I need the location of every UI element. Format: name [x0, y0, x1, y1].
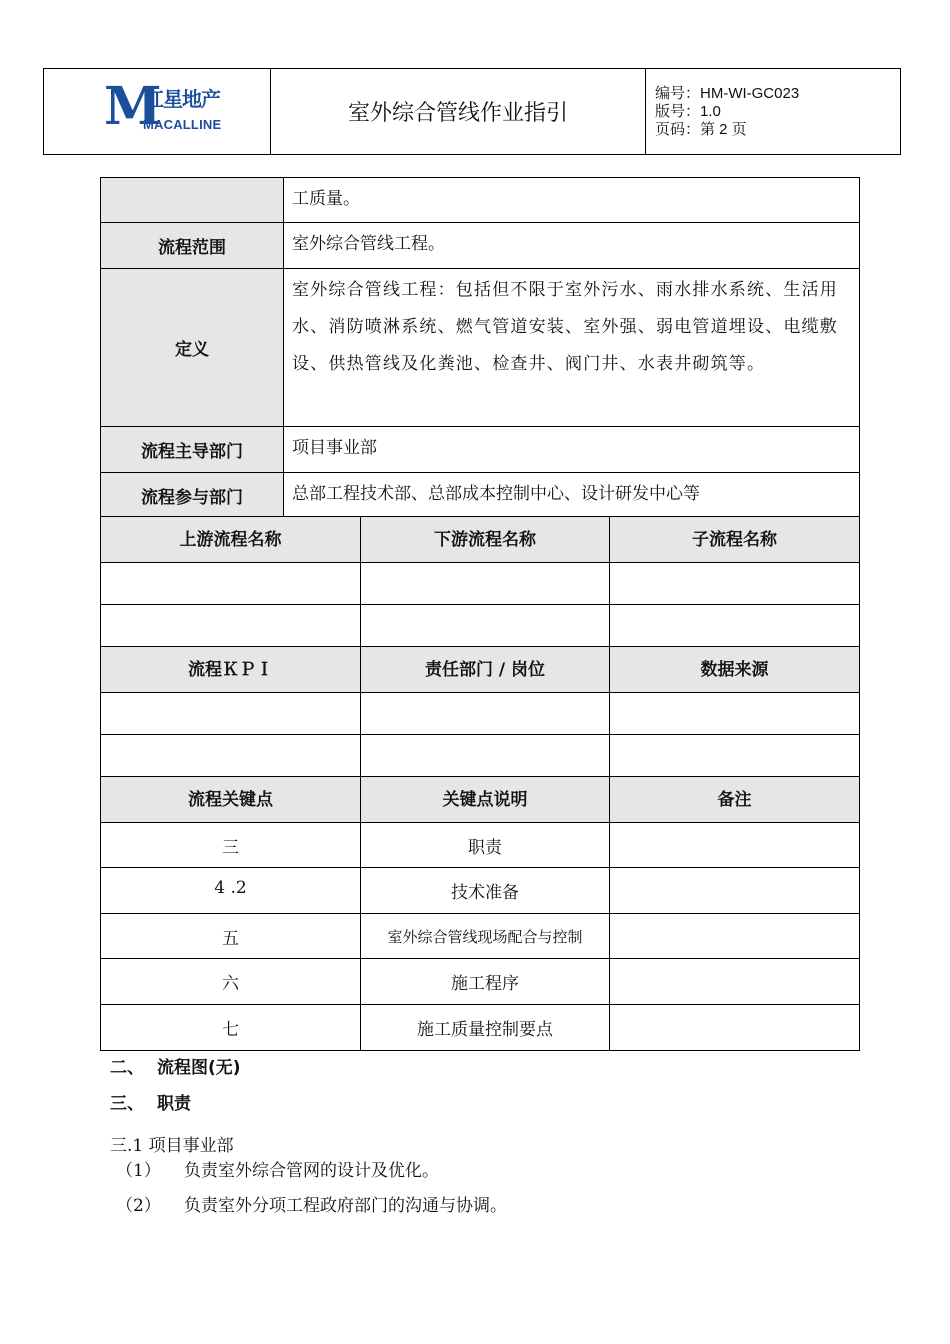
table-row — [101, 735, 860, 777]
info-value: 项目事业部 — [284, 427, 860, 473]
column-header: 流程关键点 — [101, 777, 361, 823]
section-title: 流程图(无) — [157, 1058, 241, 1078]
document-code: 编号：HM-WI-GC023 — [655, 85, 800, 102]
key-point-row — [101, 1005, 860, 1051]
key-point: 4 .2 — [101, 868, 361, 914]
info-value: 总部工程技术部、总部成本控制中心、设计研发中心等 — [284, 473, 860, 518]
key-point-desc: 室外综合管线现场配合与控制 — [361, 914, 610, 959]
section-heading-duties — [110, 1089, 191, 1114]
key-point: 七 — [101, 1005, 361, 1051]
item-text: 负责室外分项工程政府部门的沟通与协调。 — [184, 1196, 507, 1216]
process-detail-table — [100, 516, 860, 1051]
logo-english-name: MACALLINE — [143, 117, 222, 132]
info-row — [101, 269, 860, 427]
column-header: 责任部门 / 岗位 — [361, 647, 610, 693]
section-heading-flowchart — [110, 1053, 241, 1078]
info-label: 流程主导部门 — [101, 427, 284, 473]
key-point-desc: 职责 — [361, 823, 610, 868]
document-meta — [646, 69, 900, 154]
section-number: 二、 — [110, 1058, 144, 1078]
item-number: （1） — [116, 1161, 161, 1181]
key-point-desc: 技术准备 — [361, 868, 610, 914]
kpi-header-row — [101, 647, 860, 693]
info-label: 流程参与部门 — [101, 473, 284, 518]
table-row — [101, 563, 860, 605]
page-number: 页码：第 2 页 — [655, 121, 747, 138]
key-point-note — [610, 868, 860, 914]
info-value: 工质量。 — [284, 178, 860, 223]
section-title: 职责 — [157, 1094, 191, 1114]
info-row — [101, 178, 860, 223]
key-point: 三 — [101, 823, 361, 868]
section-number: 三、 — [110, 1094, 144, 1114]
key-point-desc: 施工程序 — [361, 959, 610, 1005]
column-header: 流程ＫＰＩ — [101, 647, 361, 693]
column-header: 上游流程名称 — [101, 517, 361, 563]
item-text: 负责室外综合管网的设计及优化。 — [184, 1161, 439, 1181]
key-point: 六 — [101, 959, 361, 1005]
flow-header-row — [101, 517, 860, 563]
column-header: 子流程名称 — [610, 517, 860, 563]
list-item — [116, 1156, 439, 1181]
info-row — [101, 473, 860, 518]
info-row — [101, 223, 860, 269]
company-logo — [44, 69, 271, 154]
key-point-note — [610, 823, 860, 868]
logo-mark: M — [104, 76, 162, 137]
column-header: 数据来源 — [610, 647, 860, 693]
key-point-desc: 施工质量控制要点 — [361, 1005, 610, 1051]
info-label: 流程范围 — [101, 223, 284, 269]
key-point: 五 — [101, 914, 361, 959]
document-version: 版号：1.0 — [655, 103, 721, 120]
column-header: 关键点说明 — [361, 777, 610, 823]
key-point-row — [101, 868, 860, 914]
table-row — [101, 605, 860, 647]
table-row — [101, 693, 860, 735]
info-row — [101, 427, 860, 473]
key-point-row — [101, 959, 860, 1005]
subsection-heading: 三.1 项目事业部 — [110, 1136, 234, 1156]
info-label: 定义 — [101, 269, 284, 427]
item-number: （2） — [116, 1196, 161, 1216]
info-value: 室外综合管线工程：包括但不限于室外污水、雨水排水系统、生活用水、消防喷淋系统、燃气管道安装、室外强、弱电管道埋设、电缆敷设、供热管线及化粪池、检查井、阀门井、水表井砌筑等。 — [284, 269, 860, 427]
key-point-row — [101, 914, 860, 959]
info-label — [101, 178, 284, 223]
page-header — [43, 68, 901, 155]
key-point-note — [610, 1005, 860, 1051]
column-header: 下游流程名称 — [361, 517, 610, 563]
key-point-row — [101, 823, 860, 868]
column-header: 备注 — [610, 777, 860, 823]
key-header-row — [101, 777, 860, 823]
key-point-note — [610, 959, 860, 1005]
info-value: 室外综合管线工程。 — [284, 223, 860, 269]
logo-chinese-name: 红星地产 — [144, 87, 220, 111]
list-item — [116, 1191, 507, 1216]
document-title: 室外综合管线作业指引 — [271, 69, 646, 154]
process-info-table — [100, 177, 860, 518]
key-point-note — [610, 914, 860, 959]
